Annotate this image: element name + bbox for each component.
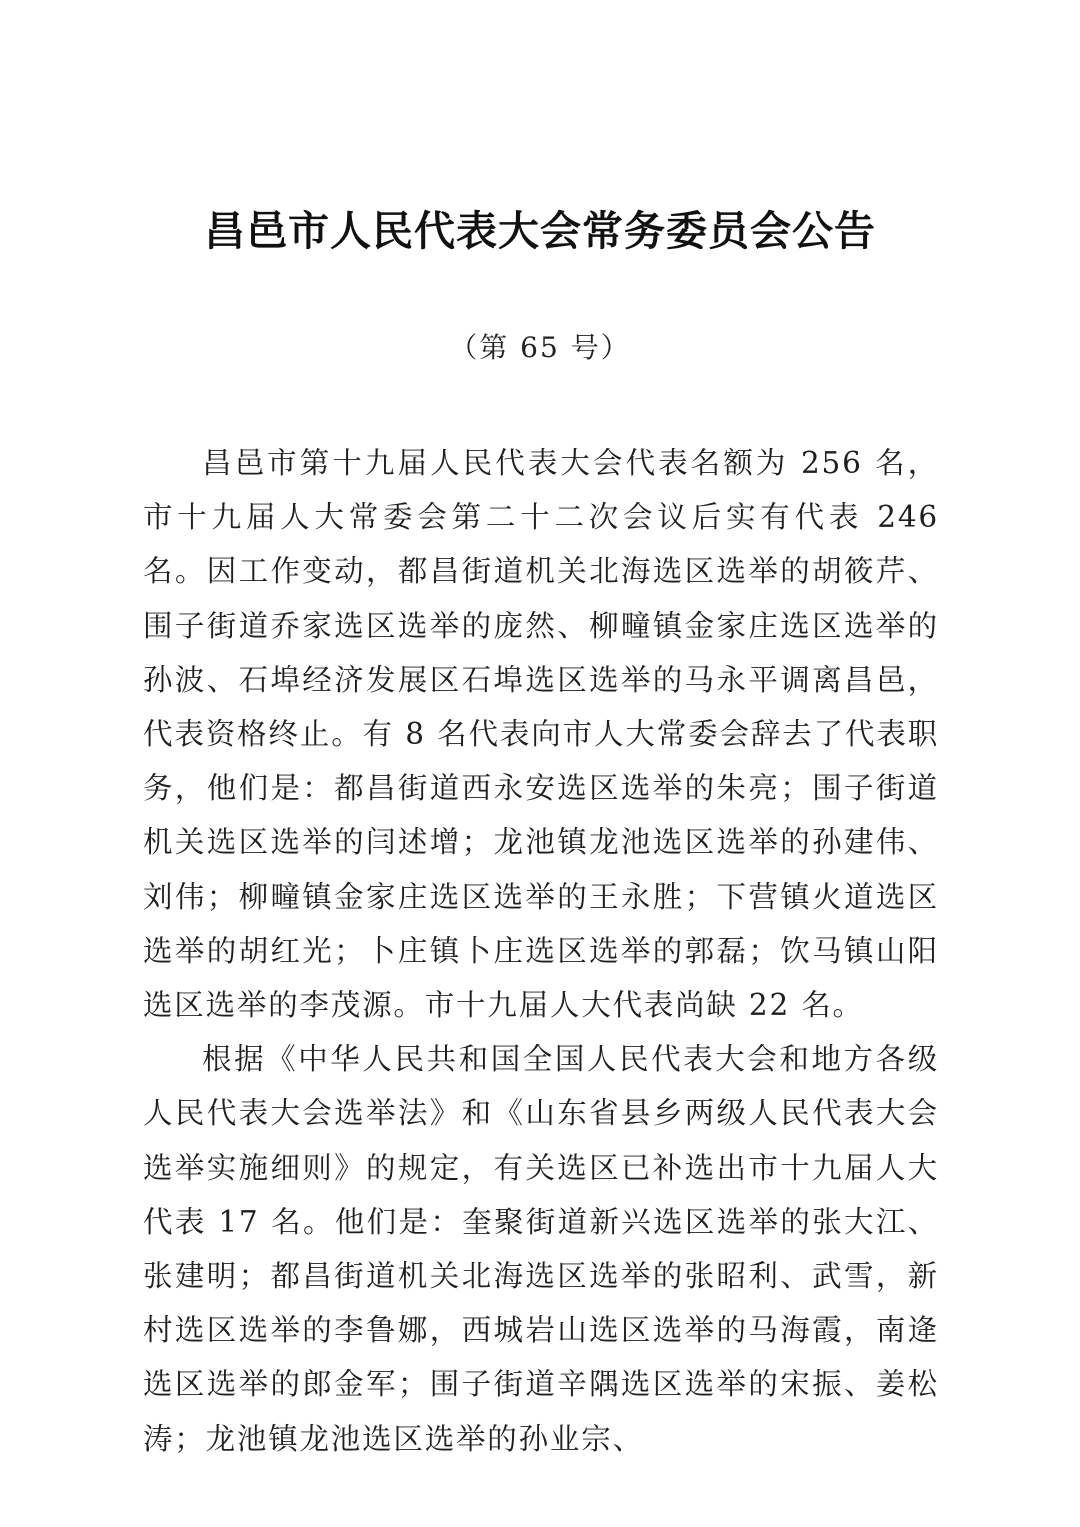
paragraph-1: 昌邑市第十九届人民代表大会代表名额为 256 名，市十九届人大常委会第二十二次会议后实有代表 246 名。因工作变动，都昌街道机关北海选区选举的胡筱芹、围子街道乔家选区选举的庞然、柳疃镇金家庄选区选举的孙波、石埠经济发展区石埠选区选举的马永平调离昌邑，代表资格终止。有 8 名代表向市人大常委会辞去了代表职务，他们是：都昌街道西永安选区选举的朱亮；围子街道机关选区选举的闫述增；龙池镇龙池选区选举的孙建伟、刘伟；柳疃镇金家庄选区选举的王永胜；下营镇火道选区选举的胡红光；卜庄镇卜庄选区选举的郭磊；饮马镇山阳选区选举的李茂源。市十九届人大代表尚缺 22 名。 (143, 446, 939, 1023)
document-number: （第 65 号） (449, 331, 631, 364)
document-body (143, 436, 939, 1466)
paragraph-2: 根据《中华人民共和国全国人民代表大会和地方各级人民代表大会选举法》和《山东省县乡两级人民代表大会选举实施细则》的规定，有关选区已补选出市十九届人大代表 17 名。他们是：奎聚街道新兴选区选举的张大江、张建明；都昌街道机关北海选区选举的张昭利、武雪，新村选区选举的李鲁娜，西城岩山选区选举的马海霞，南逄选区选举的郎金军；围子街道辛隅选区选举的宋振、姜松涛；龙池镇龙池选区选举的孙业宗、 (143, 1042, 939, 1456)
document-title: 昌邑市人民代表大会常务委员会公告 (204, 207, 876, 255)
